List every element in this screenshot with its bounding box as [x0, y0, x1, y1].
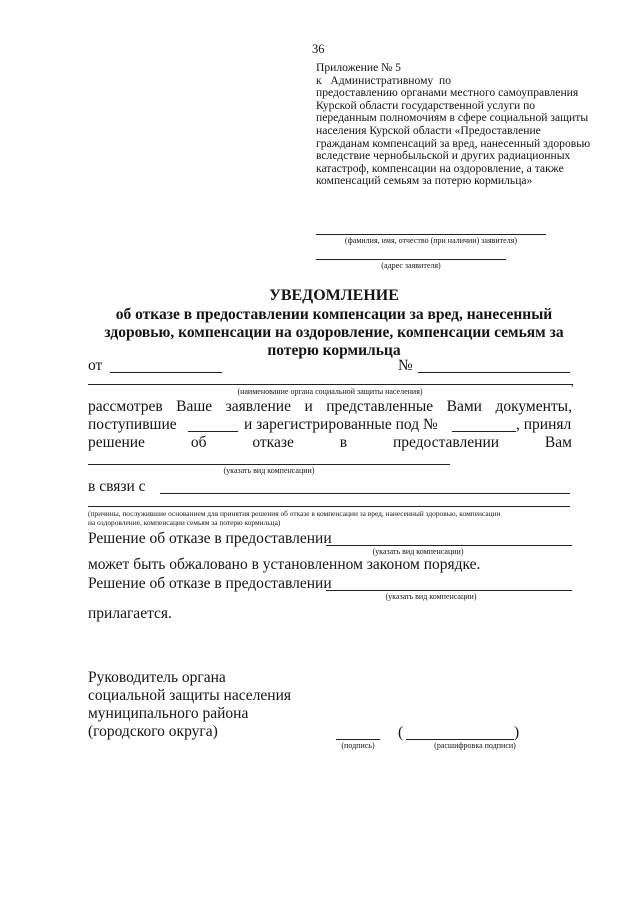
compensation-caption-2: (указать вид компенсации): [372, 547, 464, 556]
paren-close: ): [514, 724, 520, 741]
word: рассмотрев: [88, 398, 163, 415]
paren-open: (: [398, 724, 404, 741]
date-field[interactable]: [110, 372, 222, 373]
annex-line: населения Курской области «Предоставление: [316, 123, 541, 137]
applicant-address-caption: (адрес заявителя): [381, 261, 441, 270]
word: предоставлении: [392, 434, 500, 451]
reason-caption-1: (причины, послужившие основанием для принятия решения об отказе в компенсации за вред, нанесенный здоровью, компенсации: [88, 509, 501, 518]
annex-line: гражданам компенсаций за вред, нанесенный здоровью: [316, 136, 591, 150]
organization-comma: ,: [571, 374, 574, 388]
annex-line: к Административному по: [316, 73, 452, 87]
compensation-type-field-3[interactable]: [326, 590, 572, 591]
annex-line: предоставлению органами местного самоуправления: [316, 86, 579, 100]
word: документы,: [495, 398, 572, 415]
applicant-address-line[interactable]: [316, 259, 506, 260]
signature-caption: (подпись): [341, 741, 375, 750]
signatory-line-4: (городского округа): [88, 723, 218, 740]
paragraph-line-3: [88, 434, 572, 452]
annex-line: вследствие чернобыльской и других радиационных: [316, 149, 571, 163]
word: заявление: [225, 398, 291, 415]
word: представленные: [326, 398, 434, 415]
word: отказе: [252, 434, 294, 451]
organization-caption: (наименование органа социальной защиты населения): [237, 387, 423, 396]
compensation-type-field-2[interactable]: [326, 545, 572, 546]
number-field[interactable]: [418, 372, 570, 373]
signatory-line-1: Руководитель органа: [88, 669, 226, 686]
registered-label: и зарегистрированные под №: [244, 416, 438, 433]
number-label: №: [398, 357, 413, 374]
decision-label-1: Решение об отказе в предоставлении: [88, 530, 332, 547]
word: и: [304, 398, 313, 415]
compensation-caption-3: (указать вид компенсации): [385, 592, 477, 601]
from-label: от: [88, 357, 103, 374]
notice-subtitle-1: об отказе в предоставлении компенсации за вред, нанесенный: [115, 306, 553, 323]
word: об: [190, 434, 207, 451]
annex-line: переданным полномочиям в сфере социальной защиты: [316, 111, 589, 125]
received-label: поступившие: [88, 416, 177, 433]
annex-line: компенсаций семьям за потерю кормильца»: [316, 174, 533, 188]
decision-label-2: Решение об отказе в предоставлении: [88, 575, 332, 592]
notice-subtitle-3: потерю кормильца: [267, 342, 401, 359]
signatory-line-2: социальной защиты населения: [88, 687, 292, 704]
word: в: [339, 434, 348, 451]
reason-field-1[interactable]: [160, 493, 570, 494]
organization-field[interactable]: [88, 384, 572, 385]
annex-block: [316, 62, 616, 188]
reason-caption-2: на оздоровление, компенсации семьям за потерю кормильца): [88, 518, 281, 527]
signature-field[interactable]: [336, 739, 380, 740]
annex-line: катастроф, компенсации на оздоровление, а также: [316, 161, 564, 175]
word: Ваше: [176, 398, 213, 415]
applicant-name-line[interactable]: [316, 234, 546, 235]
decode-caption: (расшифровка подписи): [434, 741, 516, 750]
word: Вам: [544, 434, 572, 451]
annex-line: Приложение № 5: [316, 61, 401, 74]
received-date-field[interactable]: [188, 431, 238, 432]
attached-text: прилагается.: [88, 605, 172, 622]
notice-subtitle-2: здоровью, компенсации на оздоровление, компенсации семьям за: [104, 324, 564, 341]
signature-decoding-field[interactable]: [406, 739, 514, 740]
page-number: 36: [312, 42, 325, 56]
applicant-name-caption: (фамилия, имя, отчество (при наличии) заявителя): [344, 236, 518, 245]
registration-number-field[interactable]: [452, 431, 516, 432]
reason-field-2[interactable]: [88, 506, 570, 507]
word: Вами: [446, 398, 482, 415]
notice-heading: УВЕДОМЛЕНИЕ: [269, 287, 399, 304]
appeal-text: может быть обжаловано в установленном законом порядке.: [88, 556, 481, 573]
compensation-caption-1: (указать вид компенсации): [223, 466, 315, 475]
paragraph-line-1: [88, 398, 572, 416]
annex-line: Курской области государственной услуги по: [316, 98, 536, 112]
signatory-line-3: муниципального района: [88, 705, 249, 722]
word: решение: [88, 434, 145, 451]
reason-label: в связи с: [88, 478, 146, 495]
accepted-label: , принял: [516, 416, 572, 433]
compensation-type-field-1[interactable]: [88, 464, 450, 465]
